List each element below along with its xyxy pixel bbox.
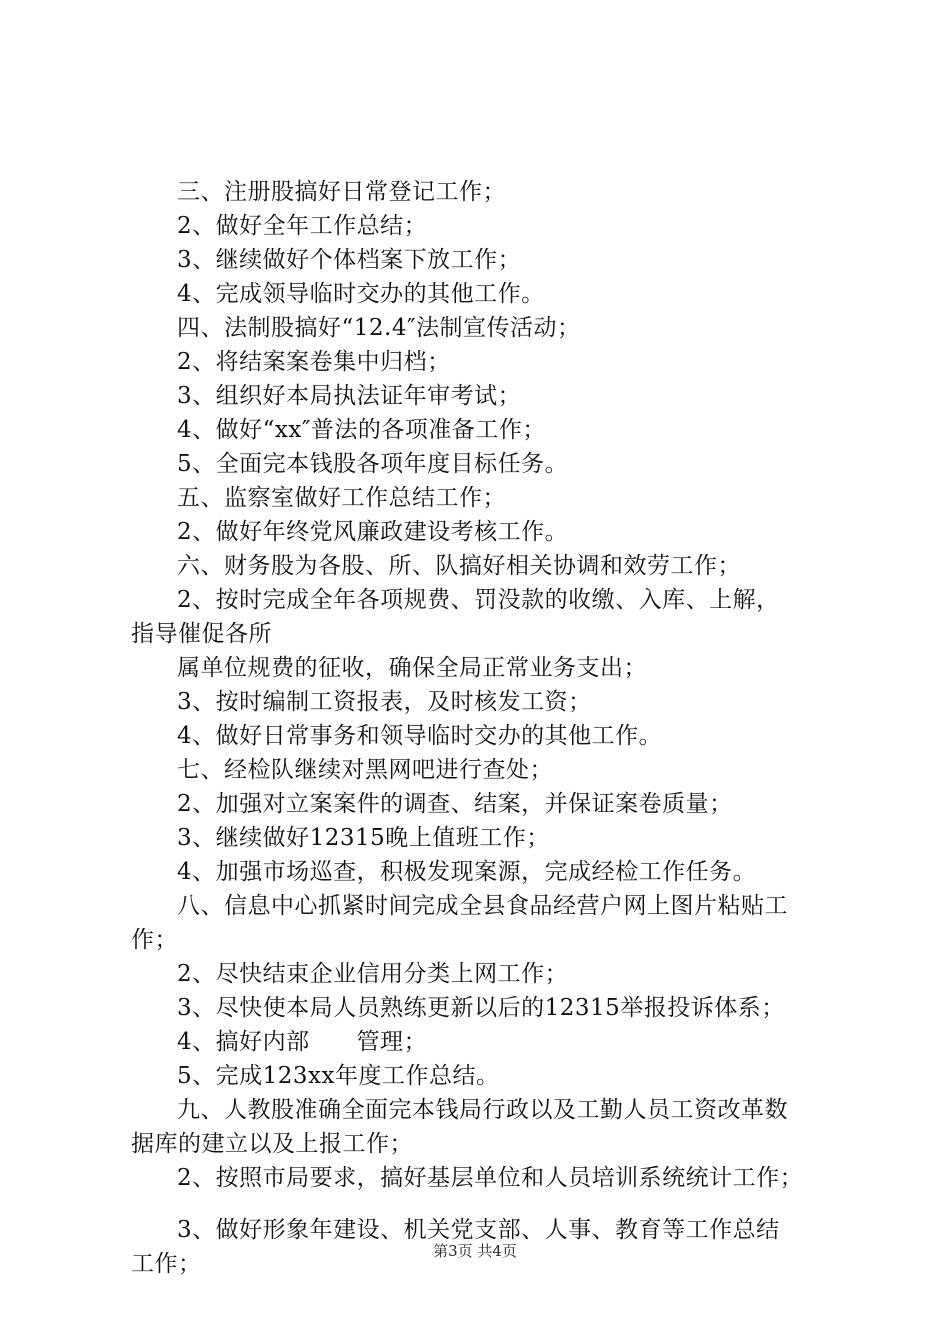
text-line: 3、尽快使本局人员熟练更新以后的12315举报投诉体系； xyxy=(177,995,785,1021)
page-footer: 第3页 共4页 xyxy=(433,1242,517,1260)
text-line: 5、完成123xx年度工作总结。 xyxy=(177,1063,500,1089)
text-line: 3、继续做好个体档案下放工作； xyxy=(177,247,522,273)
text-line: 七、经检队继续对黑网吧进行查处； xyxy=(177,757,553,783)
text-line: 2、尽快结束企业信用分类上网工作； xyxy=(177,961,569,987)
text-line: 作； xyxy=(131,927,178,953)
text-line: 八、信息中心抓紧时间完成全县食品经营户网上图片粘贴工 xyxy=(177,893,788,919)
text-line: 2、按时完成全年各项规费、罚没款的收缴、入库、上解， xyxy=(177,587,780,613)
text-line: 2、加强对立案案件的调查、结案，并保证案卷质量； xyxy=(177,791,733,817)
text-line: 5、全面完本钱股各项年度目标任务。 xyxy=(177,451,569,477)
text-line: 指导催促各所 xyxy=(131,621,272,647)
text-line: 五、监察室做好工作总结工作； xyxy=(177,485,506,511)
text-line: 据库的建立以及上报工作； xyxy=(131,1131,413,1157)
text-line: 4、做好日常事务和领导临时交办的其他工作。 xyxy=(177,723,663,749)
text-line: 4、加强市场巡查，积极发现案源，完成经检工作任务。 xyxy=(177,859,757,885)
text-line: 3、按时编制工资报表，及时核发工资； xyxy=(177,689,592,715)
text-line: 六、财务股为各股、所、队搞好相关协调和效劳工作； xyxy=(177,553,741,579)
text-line: 2、做好年终党风廉政建设考核工作。 xyxy=(177,519,569,545)
text-line: 4、搞好内部 管理； xyxy=(177,1029,428,1055)
text-line: 2、按照市局要求，搞好基层单位和人员培训系统统计工作； xyxy=(177,1165,804,1191)
text-line: 4、完成领导临时交办的其他工作。 xyxy=(177,281,545,307)
document-body xyxy=(131,175,831,1281)
text-line: 4、做好“xx″普法的各项准备工作； xyxy=(177,417,546,443)
text-line: 3、继续做好12315晚上值班工作； xyxy=(177,825,550,851)
text-line: 3、做好形象年建设、机关党支部、人事、教育等工作总结 xyxy=(177,1217,780,1243)
text-line: 2、将结案案卷集中归档； xyxy=(177,349,451,375)
text-line: 三、注册股搞好日常登记工作； xyxy=(177,179,506,205)
text-line: 工作； xyxy=(131,1251,202,1277)
text-line: 属单位规费的征收，确保全局正常业务支出； xyxy=(177,655,647,681)
text-line: 九、人教股准确全面完本钱局行政以及工勤人员工资改革数 xyxy=(177,1097,788,1123)
text-line: 2、做好全年工作总结； xyxy=(177,213,428,239)
paragraph-gap xyxy=(131,1195,831,1213)
text-line: 四、法制股搞好“12.4″法制宣传活动； xyxy=(177,315,581,341)
text-line: 3、组织好本局执法证年审考试； xyxy=(177,383,522,409)
